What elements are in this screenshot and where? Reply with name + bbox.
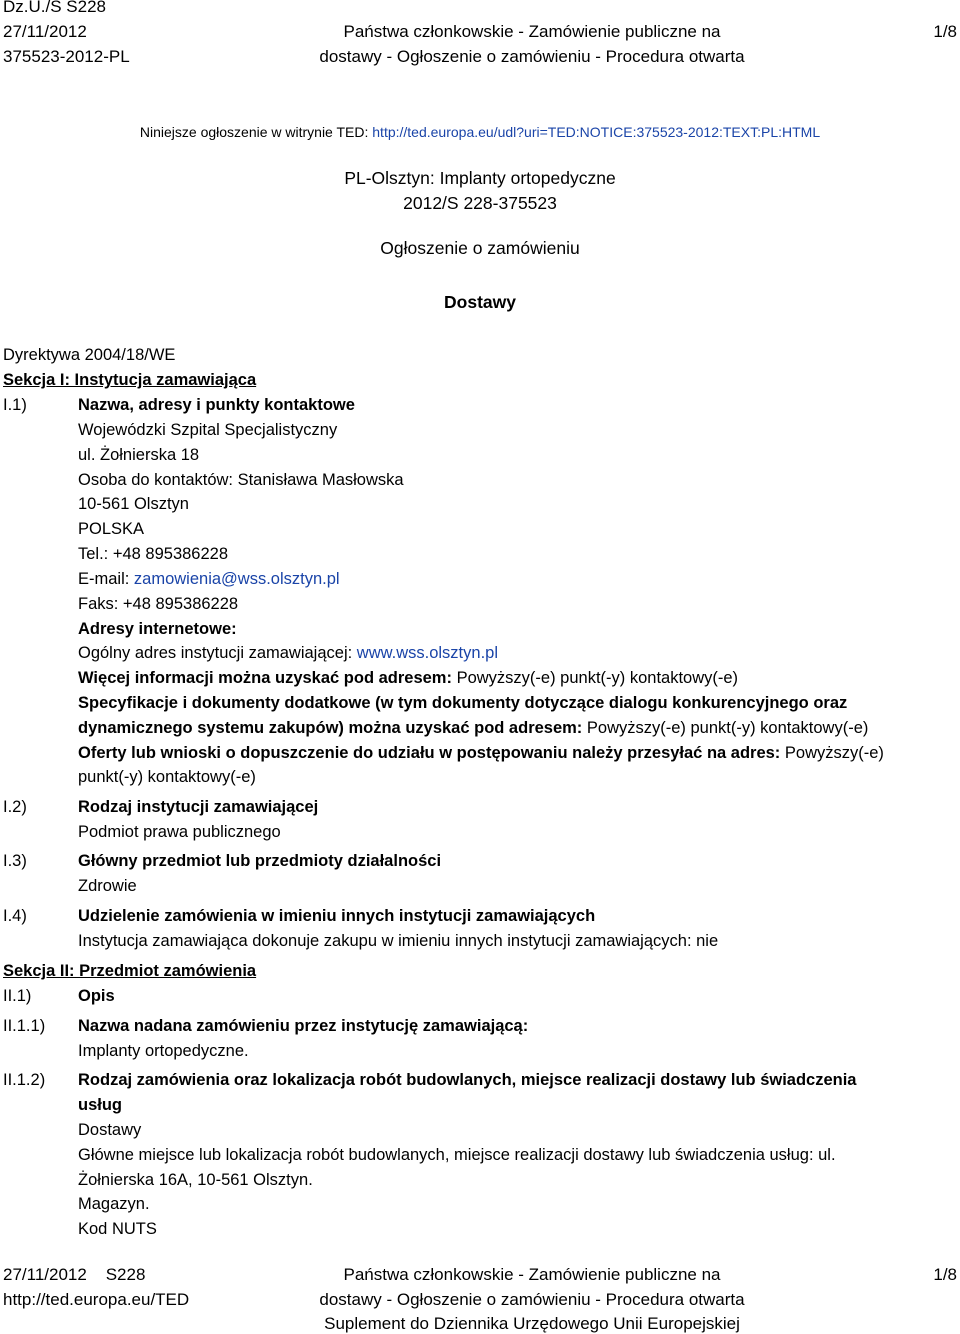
- item-heading: Nazwa, adresy i punkty kontaktowe: [78, 396, 355, 414]
- location-line2: Żołnierska 16A, 10-561 Olsztyn.: [78, 1171, 313, 1189]
- item-heading: Rodzaj instytucji zamawiającej: [78, 798, 319, 816]
- specification-label-line1: Specyfikacje i dokumenty dodatkowe (w tym dokumenty dotyczące dialogu konkurencyjnego oraz: [78, 694, 848, 712]
- item-number: I.4): [3, 907, 27, 925]
- specification-line: [78, 718, 868, 738]
- item-number: I.1): [3, 396, 27, 414]
- directive: Dyrektywa 2004/18/WE: [3, 346, 176, 364]
- item-heading: Główny przedmiot lub przedmioty działalności: [78, 852, 442, 870]
- header-date: 27/11/2012: [3, 22, 87, 41]
- item-value: Zdrowie: [78, 877, 137, 895]
- web-address-label: Ogólny adres instytucji zamawiającej:: [78, 644, 357, 662]
- offers-label: Oferty lub wnioski o dopuszczenie do udziału w postępowaniu należy przesyłać na adres:: [78, 744, 781, 762]
- header-notice-number: 375523-2012-PL: [3, 47, 130, 66]
- item-heading-line1: Rodzaj zamówienia oraz lokalizacja robót budowlanych, miejsce realizacji dostawy lub świadczenia: [78, 1071, 857, 1089]
- organisation-name: Wojewódzki Szpital Specjalistyczny: [78, 421, 338, 439]
- email-line: [78, 569, 340, 589]
- country: POLSKA: [78, 520, 145, 538]
- web-address-line: [78, 643, 498, 663]
- offers-value-line1: Powyższy(-e): [780, 744, 884, 762]
- email-label: E-mail:: [78, 570, 134, 588]
- more-info-label: Więcej informacji można uzyskać pod adresem:: [78, 669, 452, 687]
- street-address: ul. Żołnierska 18: [78, 446, 200, 464]
- section-2-heading: Sekcja II: Przedmiot zamówienia: [3, 962, 257, 980]
- item-value: Podmiot prawa publicznego: [78, 823, 281, 841]
- item-number: I.3): [3, 852, 27, 870]
- notice-reference: 2012/S 228-375523: [403, 193, 557, 213]
- item-heading: Udzielenie zamówienia w imieniu innych instytucji zamawiających: [78, 907, 596, 925]
- item-heading-line2: usług: [78, 1096, 122, 1114]
- item-number: II.1): [3, 987, 32, 1005]
- footer-url[interactable]: http://ted.europa.eu/TED: [3, 1290, 190, 1309]
- footer-title-line2: dostawy - Ogłoszenie o zamówieniu - Procedura otwarta: [319, 1290, 745, 1309]
- nuts-code-label: Kod NUTS: [78, 1220, 157, 1238]
- web-addresses-heading: Adresy internetowe:: [78, 620, 237, 638]
- item-number: II.1.1): [3, 1017, 46, 1035]
- specification-label-line2: dynamicznego systemu zakupów) można uzyskać pod adresem:: [78, 719, 583, 737]
- location-line1: Główne miejsce lub lokalizacja robót budowlanych, miejsce realizacji dostawy lub świadczenia usług: ul.: [78, 1146, 836, 1164]
- web-address-link[interactable]: www.wss.olsztyn.pl: [356, 644, 498, 662]
- more-info-line: [78, 668, 738, 688]
- ted-intro-text: Niniejsze ogłoszenie w witrynie TED:: [139, 124, 373, 140]
- section-1-heading: Sekcja I: Instytucja zamawiająca: [3, 371, 257, 389]
- fax: Faks: +48 895386228: [78, 595, 239, 613]
- item-number: I.2): [3, 798, 27, 816]
- item-heading: Nazwa nadana zamówieniu przez instytucję zamawiającą:: [78, 1017, 529, 1035]
- footer-title-line1: Państwa członkowskie - Zamówienie publiczne na: [343, 1265, 721, 1284]
- footer-date-issue: 27/11/2012 S228: [3, 1265, 146, 1284]
- offers-value-line2: punkt(-y) kontaktowy(-e): [78, 768, 256, 786]
- contract-type: Dostawy: [444, 292, 516, 312]
- location-line3: Magazyn.: [78, 1195, 150, 1213]
- header-title-line1: Państwa członkowskie - Zamówienie publiczne na: [343, 22, 721, 41]
- offers-line: [78, 743, 884, 763]
- item-value: Implanty ortopedyczne.: [78, 1042, 249, 1060]
- telephone: Tel.: +48 895386228: [78, 545, 229, 563]
- item-value: Instytucja zamawiająca dokonuje zakupu w imieniu innych instytucji zamawiających: nie: [78, 932, 719, 950]
- header-title-line2: dostawy - Ogłoszenie o zamówieniu - Procedura otwarta: [319, 47, 745, 66]
- footer-title-line3: Suplement do Dziennika Urzędowego Unii Europejskiej: [324, 1314, 740, 1333]
- notice-title: PL-Olsztyn: Implanty ortopedyczne: [344, 168, 616, 188]
- city: 10-561 Olsztyn: [78, 495, 189, 513]
- contact-person: Osoba do kontaktów: Stanisława Masłowska: [78, 471, 404, 489]
- notice-type: Ogłoszenie o zamówieniu: [380, 238, 580, 258]
- item-value: Dostawy: [78, 1121, 142, 1139]
- ted-intro: [0, 122, 960, 142]
- item-number: II.1.2): [3, 1071, 46, 1089]
- header-page-number: 1/8: [933, 22, 957, 41]
- footer-page-number: 1/8: [933, 1265, 957, 1284]
- more-info-value: Powyższy(-e) punkt(-y) kontaktowy(-e): [451, 669, 739, 687]
- email-link[interactable]: zamowienia@wss.olsztyn.pl: [133, 570, 340, 588]
- item-heading: Opis: [78, 987, 115, 1005]
- journal-ref: Dz.U./S S228: [3, 0, 106, 16]
- ted-notice-link[interactable]: http://ted.europa.eu/udl?uri=TED:NOTICE:375523-2012:TEXT:PL:HTML: [372, 124, 821, 140]
- specification-value: Powyższy(-e) punkt(-y) kontaktowy(-e): [582, 719, 869, 737]
